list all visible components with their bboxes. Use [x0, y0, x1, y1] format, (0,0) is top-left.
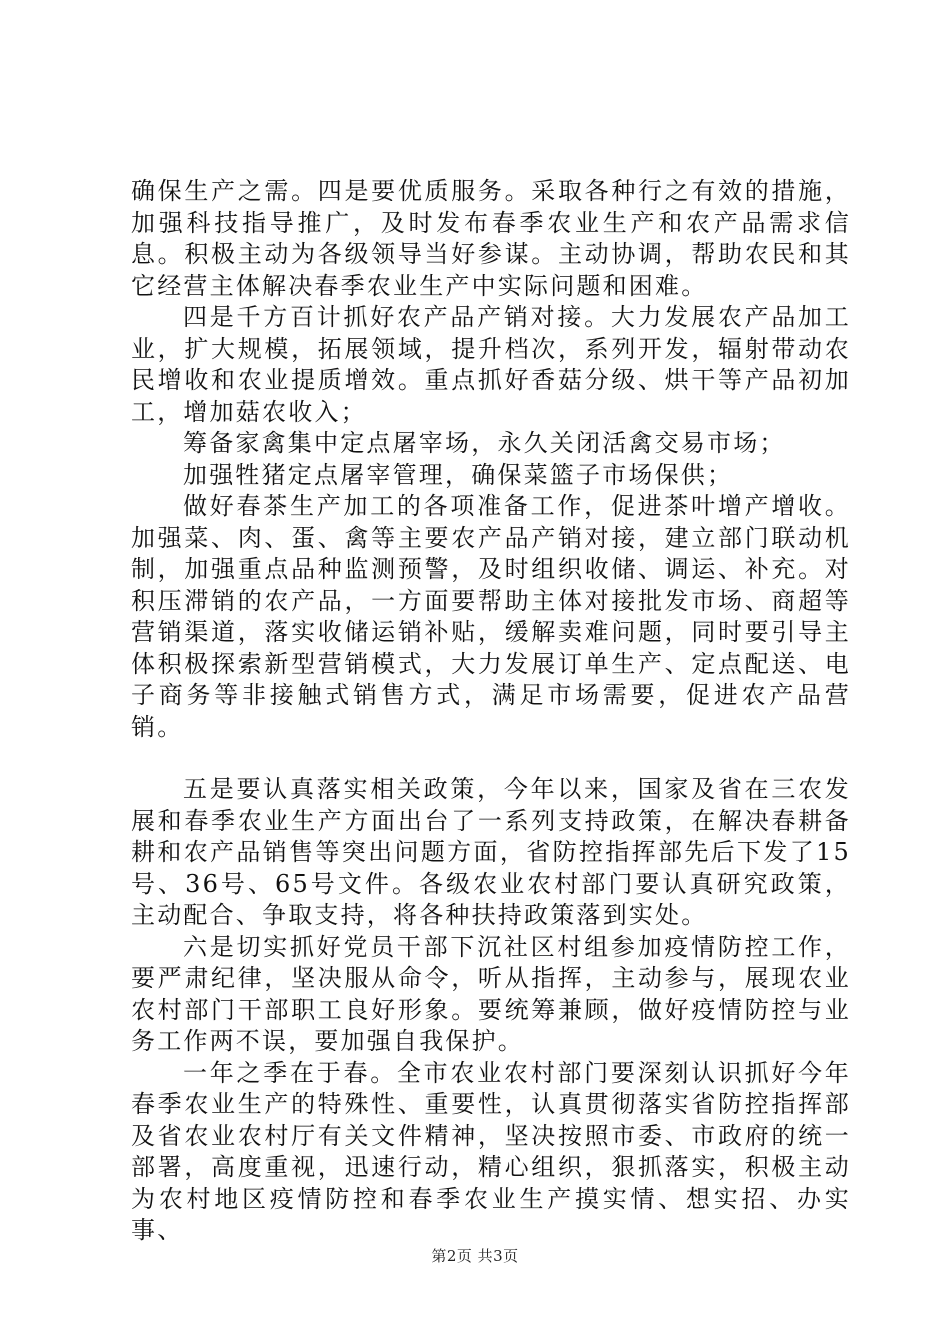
page-number-label: 第2页 共3页 [431, 1247, 519, 1265]
paragraph-poultry: 筹备家禽集中定点屠宰场，永久关闭活禽交易市场； [183, 429, 786, 457]
document-body [131, 176, 851, 1247]
page-footer [0, 1245, 950, 1266]
paragraph-spring-tea: 做好春茶生产加工的各项准备工作，促进茶叶增产增收。加强菜、肉、蛋、禽等主要农产品产销对接，建立部门联动机制，加强重点品种监测预警，及时组织收储、调运、补充。对积压滞销的农产品，一方面要帮助主体对接批发市场、商超等营销渠道，落实收储运销补贴，缓解卖难问题，同时要引导主体积极探索新型营销模式，大力发展订单生产、定点配送、电子商务等非接触式销售方式，满足市场需要，促进农产品营销。 [131, 492, 851, 741]
paragraph-item-six: 六是切实抓好党员干部下沉社区村组参加疫情防控工作，要严肃纪律，坚决服从命令，听从指挥，主动参与，展现农业农村部门干部职工良好形象。要统筹兼顾，做好疫情防控与业务工作两不误，要加强自我保护。 [131, 932, 851, 1055]
paragraph-item-five: 五是要认真落实相关政策，今年以来，国家及省在三农发展和春季农业生产方面出台了一系列支持政策，在解决春耕备耕和农产品销售等突出问题方面，省防控指挥部先后下发了15号、36号、65号文件。各级农业农村部门要认真研究政策，主动配合、争取支持，将各种扶持政策落到实处。 [131, 775, 851, 929]
paragraph-continuation: 确保生产之需。四是要优质服务。采取各种行之有效的措施，加强科技指导推广，及时发布春季农业生产和农产品需求信息。积极主动为各级领导当好参谋。主动协调，帮助农民和其它经营主体解决春季农业生产中实际问题和困难。 [131, 177, 851, 300]
paragraph-item-four: 四是千方百计抓好农产品产销对接。大力发展农产品加工业，扩大规模，拓展领域，提升档次，系列开发，辐射带动农民增收和农业提质增效。重点抓好香菇分级、烘干等产品初加工，增加菇农收入； [131, 303, 851, 426]
paragraph-pig-slaughter: 加强牲猪定点屠宰管理，确保菜篮子市场保供； [183, 460, 734, 489]
paragraph-conclusion: 一年之季在于春。全市农业农村部门要深刻认识抓好今年春季农业生产的特殊性、重要性，认真贯彻落实省防控指挥部及省农业农村厅有关文件精神，坚决按照市委、市政府的统一部署，高度重视，迅速行动，精心组织，狠抓落实，积极主动为农村地区疫情防控和春季农业生产摸实情、想实招、办实事、 [131, 1058, 851, 1244]
